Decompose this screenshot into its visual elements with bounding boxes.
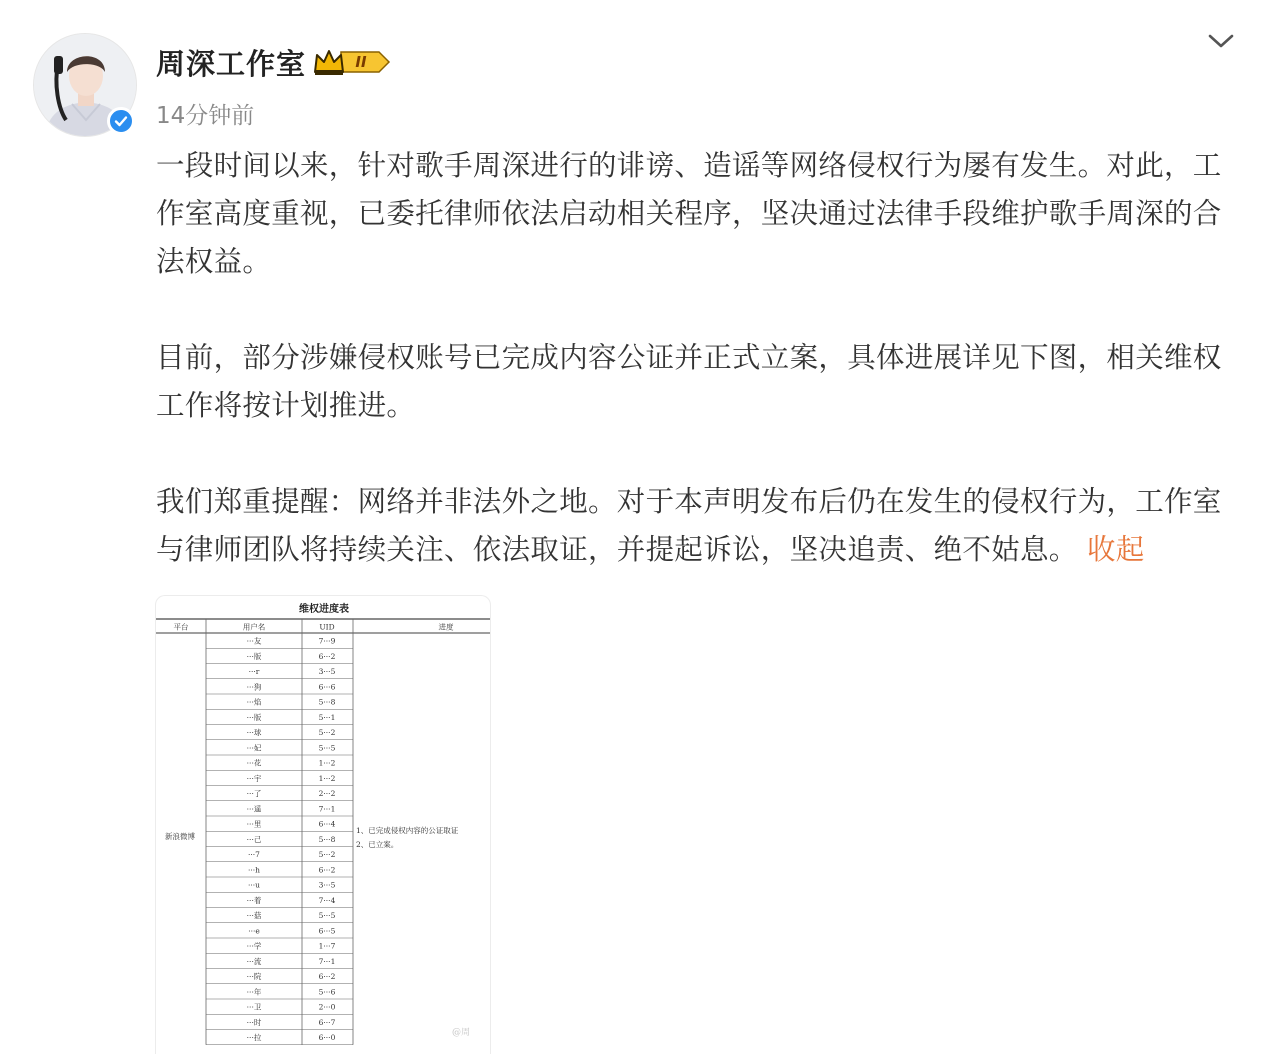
table-cell-uid: 6···2 (318, 972, 336, 981)
post-paragraph: 一段时间以来，针对歌手周深进行的诽谤、造谣等网络侵权行为屡有发生。对此，工作室高度重视，已委托律师依法启动相关程序，坚决通过法律手段维护歌手周深的合法权益。 (156, 149, 1222, 278)
table-cell-uid: 6···0 (318, 1033, 336, 1042)
table-cell-uid: 3···5 (318, 667, 336, 676)
table-cell-username: ···狗 (246, 682, 262, 692)
table-cell-username: ···遥 (246, 804, 262, 814)
table-cell-username: ···年 (246, 987, 262, 997)
chevron-down-icon[interactable] (1205, 28, 1237, 54)
table-cell-username: ···学 (246, 941, 262, 951)
table-cell-username: ···菇 (246, 911, 262, 920)
table-cell-username: ···r (248, 667, 260, 676)
table-cell-uid: 5···2 (318, 728, 336, 737)
table-cell-username: ···友 (246, 636, 262, 646)
table-cell-uid: 5···8 (318, 834, 336, 844)
table-cell-uid: 6···7 (318, 1017, 336, 1027)
avatar-container[interactable] (33, 33, 137, 137)
post-text (156, 142, 1238, 574)
collapse-link[interactable]: 收起 (1086, 533, 1145, 566)
table-cell-uid: 7···1 (318, 804, 336, 814)
table-cell-username: ···流 (246, 956, 262, 966)
table-cell-username: ···里 (246, 819, 262, 829)
table-cell-uid: 2···0 (318, 1002, 336, 1012)
table-cell-platform: 新浪微博 (165, 831, 195, 841)
table-cell-username: ···版 (246, 651, 262, 661)
table-header-cell: 用户名 (242, 622, 266, 632)
table-cell-username: ···u (248, 880, 260, 890)
table-cell-uid: 1···2 (318, 773, 336, 783)
table-cell-uid: 5···5 (318, 911, 336, 920)
post-image[interactable] (155, 595, 491, 1054)
table-cell-username: ···妃 (246, 743, 262, 753)
vip-crown-icon[interactable] (313, 46, 391, 78)
table-cell-uid: 6···6 (318, 682, 336, 692)
table-cell-username: ···e (248, 926, 260, 936)
table-cell-uid: 7···4 (318, 895, 336, 905)
table-cell-username: ···拉 (246, 1033, 262, 1042)
table-cell-uid: 5···2 (318, 850, 336, 859)
table-cell-username: ···h (248, 865, 260, 875)
progress-table-image (156, 596, 491, 1054)
post-paragraph-text: 我们郑重提醒：网络并非法外之地。对于本声明发布后仍在发生的侵权行为，工作室与律师团队将持续关注、依法取证，并提起诉讼，坚决追责、绝不姑息。 (156, 485, 1222, 566)
table-cell-username: ···己 (246, 834, 262, 844)
table-cell-uid: 6···2 (318, 865, 336, 875)
table-cell-uid: 2···2 (318, 789, 336, 798)
table-cell-username: ···时 (246, 1017, 262, 1027)
table-cell-uid: 5···6 (318, 987, 336, 997)
table-cell-uid: 3···5 (318, 880, 336, 890)
user-name[interactable]: 周深工作室 (156, 47, 307, 81)
post-paragraph: 目前，部分涉嫌侵权账号已完成内容公证并正式立案，具体进展详见下图，相关维权工作将按计划推进。 (156, 341, 1222, 422)
table-cell-uid: 6···4 (318, 819, 336, 829)
table-cell-username: ···花 (246, 758, 262, 768)
table-cell-uid: 7···1 (318, 956, 336, 966)
table-cell-uid: 6···2 (318, 651, 336, 661)
table-cell-uid: 1···2 (318, 758, 336, 768)
image-watermark: @周 (451, 1027, 471, 1038)
table-cell-uid: 5···8 (318, 697, 336, 707)
table-title: 维权进度表 (299, 604, 349, 615)
table-cell-uid: 6···5 (318, 926, 336, 936)
table-cell-username: ···了 (246, 789, 262, 798)
table-cell-uid: 7···9 (318, 636, 336, 646)
table-cell-username: ···院 (246, 972, 262, 981)
table-cell-username: ···球 (246, 728, 262, 737)
table-header-cell: 平台 (173, 622, 189, 632)
table-cell-username: ···版 (246, 712, 262, 722)
vip-level-text: II (355, 53, 367, 71)
table-cell-username: ···着 (246, 895, 262, 905)
post-time[interactable]: 14分钟前 (156, 103, 255, 129)
table-header-cell: UID (319, 622, 335, 632)
table-cell-progress: 1、已完成侵权内容的公证取证 (356, 825, 459, 835)
table-cell-username: ···7 (248, 850, 260, 859)
table-cell-username: ···宇 (246, 773, 262, 783)
table-cell-progress: 2、已立案。 (356, 839, 399, 849)
post-paragraph (156, 478, 1238, 574)
table-header-cell: 进度 (438, 622, 454, 632)
table-cell-uid: 5···1 (318, 712, 336, 722)
verified-badge-icon (107, 107, 135, 135)
table-cell-username: ···焰 (246, 697, 262, 707)
table-cell-uid: 5···5 (318, 743, 336, 753)
table-cell-username: ···卫 (246, 1002, 262, 1012)
table-cell-uid: 1···7 (318, 941, 336, 951)
